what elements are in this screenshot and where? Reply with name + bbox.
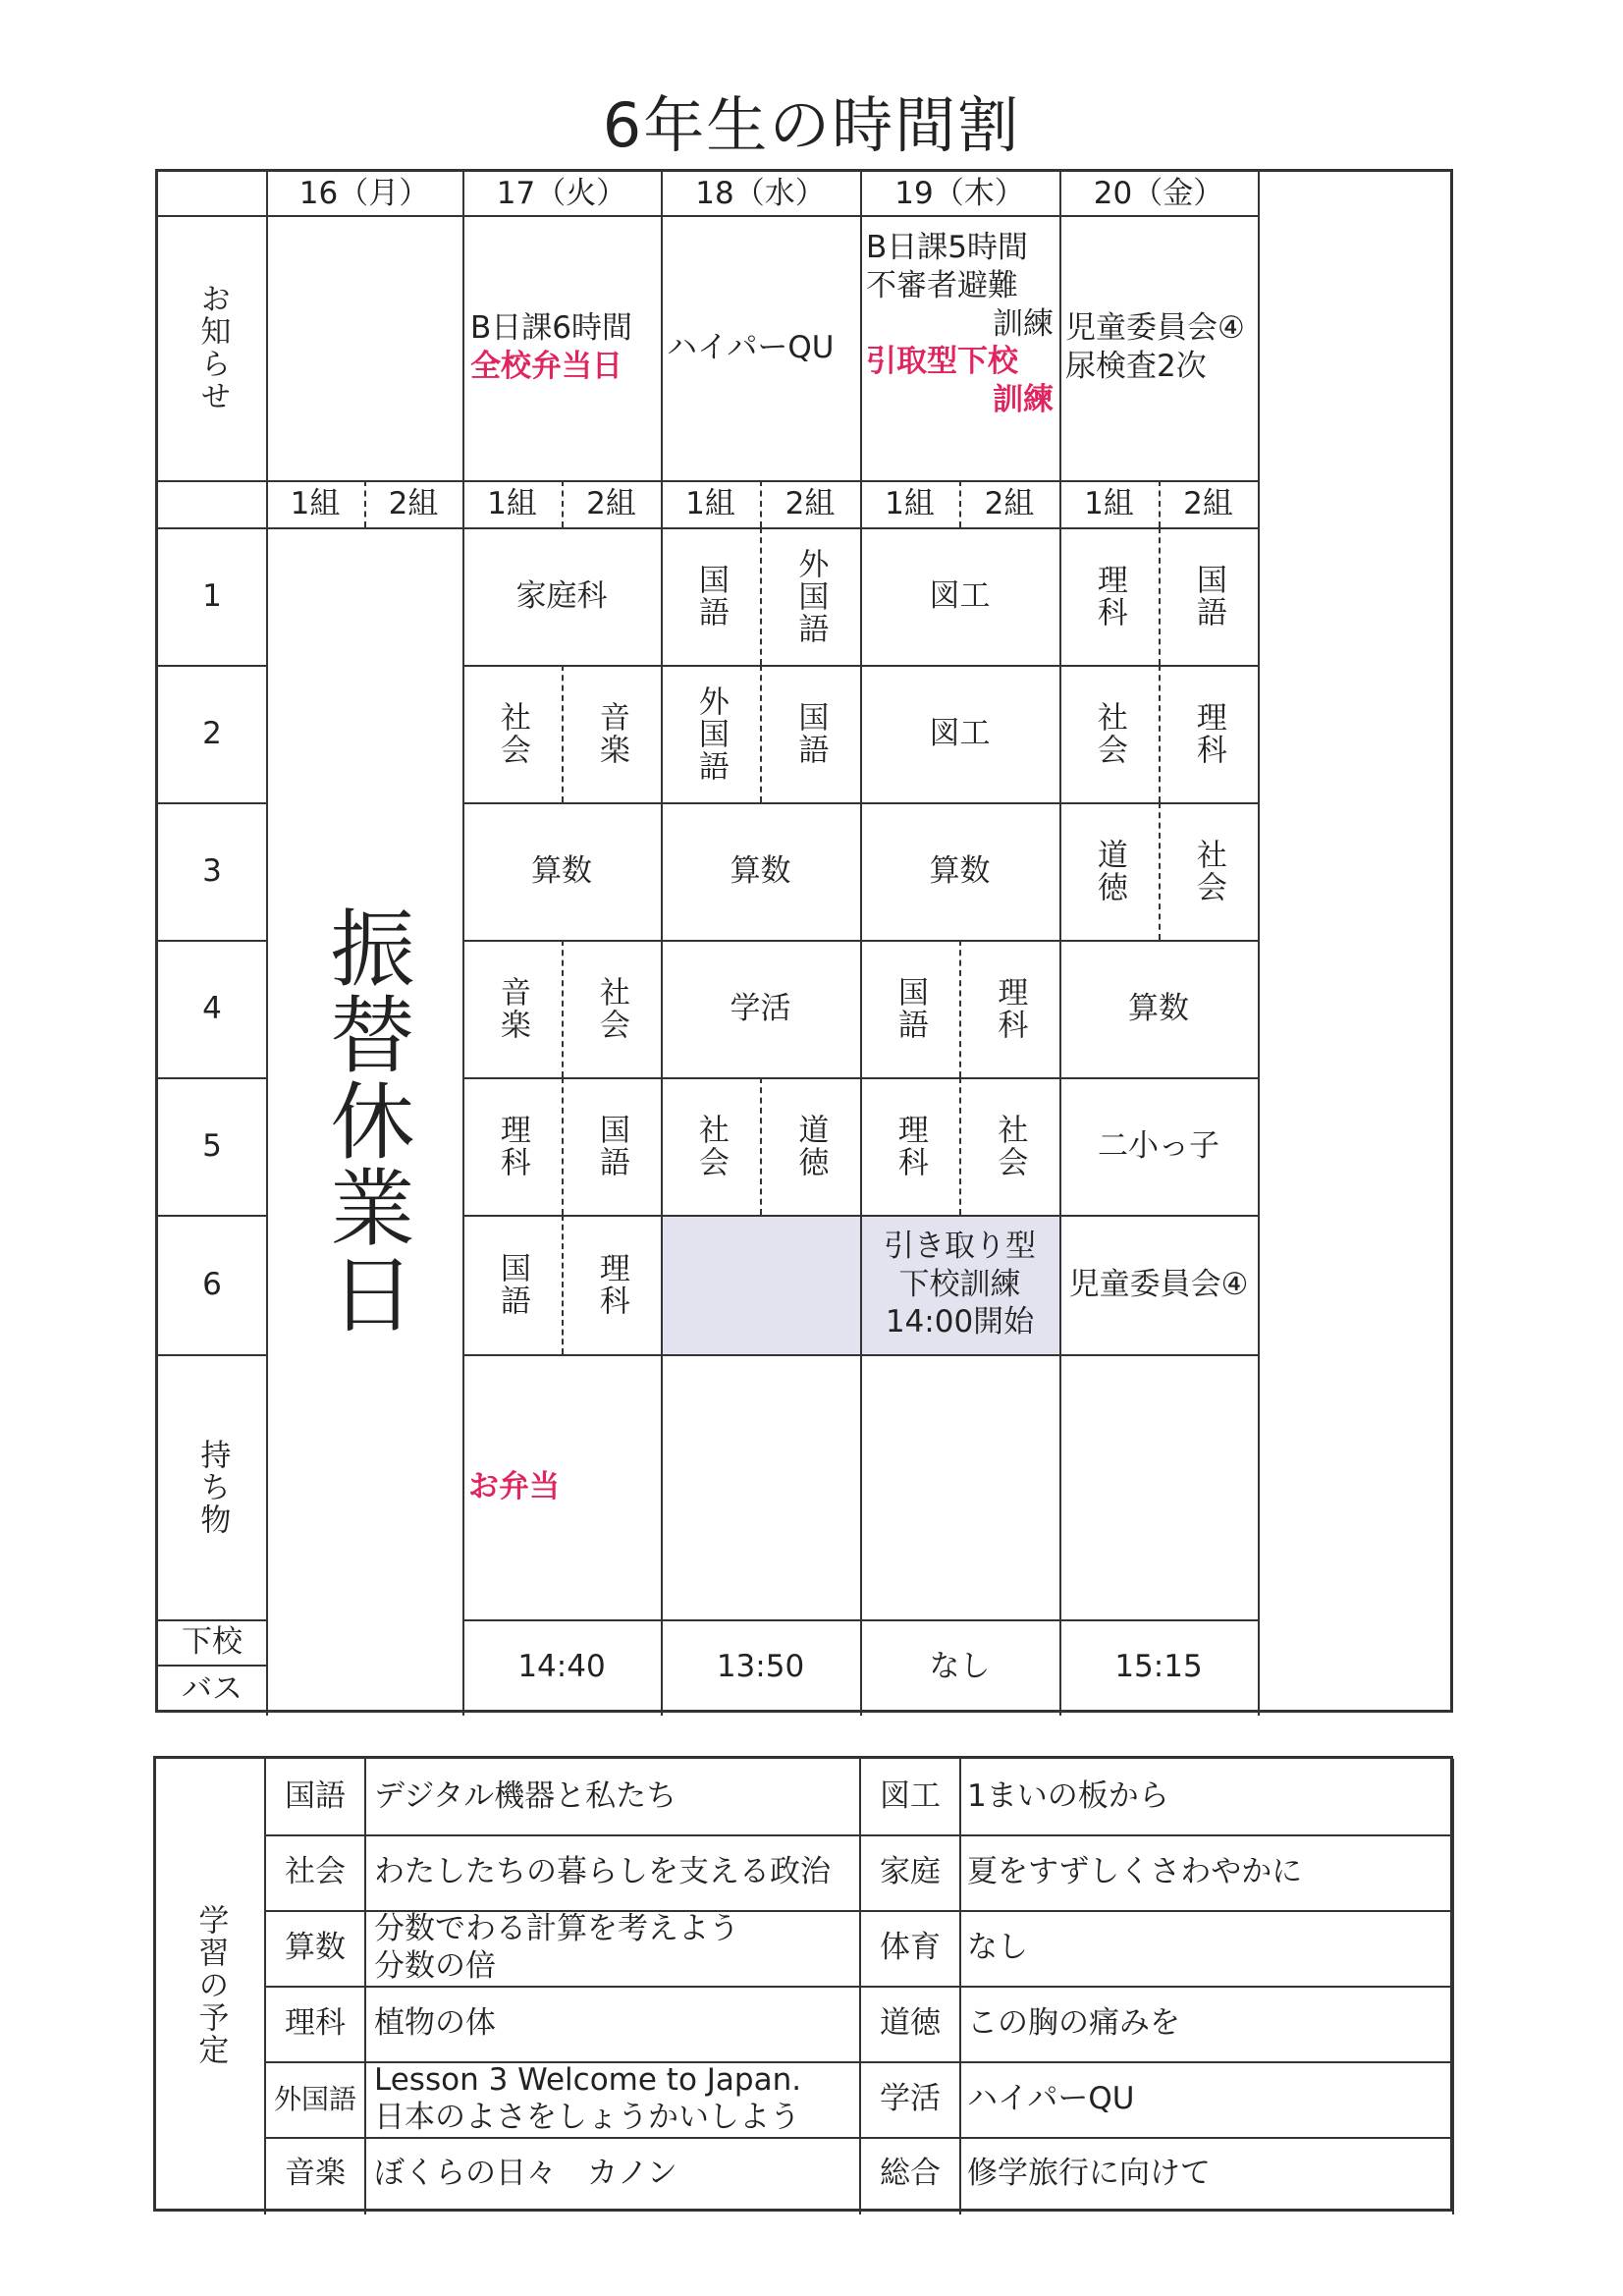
items-label: 持ち物	[194, 1438, 231, 1536]
plan-content: なし	[967, 1929, 1028, 1965]
p3-fri-class1: 道徳	[1091, 839, 1127, 903]
plan-label: 学習の予定	[192, 1903, 229, 2066]
p1-fri-class1: 理科	[1091, 564, 1127, 629]
p2-wed-class1: 外国語	[692, 684, 729, 783]
learning-plan	[153, 1756, 1453, 2212]
day-header-tue: 17（火）	[496, 175, 627, 211]
plan-subject: 総合	[880, 2156, 941, 2192]
p1-tue: 家庭科	[515, 577, 608, 614]
timetable	[155, 169, 1453, 1713]
class-label: 2組	[586, 485, 636, 521]
p4-tue-class2: 社会	[593, 976, 629, 1041]
plan-subject: 音楽	[285, 2156, 346, 2192]
p1-thu: 図工	[929, 577, 991, 614]
plan-subject: 道徳	[880, 2005, 941, 2042]
page-title: 6年生の時間割	[602, 89, 1021, 161]
p5-wed-class2: 道徳	[792, 1114, 829, 1178]
plan-subject: 学活	[880, 2081, 941, 2117]
items-tue: お弁当	[468, 1468, 560, 1504]
notice-thu-line3: 訓練	[993, 305, 1054, 342]
bus-thu: なし	[929, 1648, 991, 1684]
class-label: 1組	[1084, 485, 1134, 521]
plan-subject: 国語	[285, 1778, 346, 1815]
day-header-mon: 16（月）	[298, 175, 430, 211]
p2-fri-class1: 社会	[1091, 701, 1127, 766]
notice-fri-line2: 尿検査2次	[1065, 349, 1207, 384]
notice-fri	[1059, 215, 1258, 480]
class-label: 2組	[388, 485, 439, 521]
plan-content-line2: 分数の倍	[374, 1947, 496, 1984]
p2-tue-class2: 音楽	[593, 701, 629, 766]
period-label-2: 2	[202, 715, 222, 751]
plan-subject: 体育	[880, 1930, 941, 1966]
p5-tue-class2: 国語	[593, 1114, 629, 1178]
p5-tue-class1: 理科	[494, 1114, 530, 1178]
plan-subject: 図工	[880, 1778, 941, 1815]
plan-subject: 家庭	[880, 1854, 941, 1890]
plan-subject: 算数	[285, 1930, 346, 1966]
plan-subject: 社会	[285, 1854, 346, 1890]
p2-fri-class2: 理科	[1190, 701, 1226, 766]
plan-content: 1まいの板から	[967, 1777, 1169, 1814]
p3-tue: 算数	[531, 852, 592, 889]
notice-wed: ハイパーQU	[667, 329, 835, 365]
class-label: 2組	[1183, 485, 1233, 521]
notice-thu-line4: 引取型下校	[866, 344, 1018, 380]
holiday-label: 振替休業日	[315, 904, 414, 1337]
p3-fri-class2: 社会	[1190, 839, 1226, 903]
plan-subject: 外国語	[273, 2083, 356, 2115]
notice-tue-line2: 全校弁当日	[470, 349, 622, 384]
p5-thu-class1: 理科	[892, 1114, 928, 1178]
p4-tue-class1: 音楽	[494, 976, 530, 1041]
p1-fri-class2: 国語	[1190, 564, 1226, 629]
bus-label-bottom: バス	[182, 1670, 243, 1707]
day-header-wed: 18（水）	[695, 175, 826, 211]
p6-fri: 児童委員会④	[1068, 1266, 1249, 1302]
day-header-fri: 20（金）	[1093, 175, 1224, 211]
p3-thu: 算数	[929, 852, 991, 889]
class-label: 1組	[885, 485, 935, 521]
notice-label: お知らせ	[194, 283, 231, 412]
p5-fri: 二小っ子	[1098, 1127, 1219, 1164]
plan-content: 修学旅行に向けて	[967, 2155, 1211, 2191]
period-label-6: 6	[202, 1266, 222, 1302]
bus-wed: 13:50	[716, 1648, 805, 1684]
class-label: 2組	[984, 485, 1035, 521]
period-label-3: 3	[202, 852, 222, 889]
plan-content: この胸の痛みを	[967, 2004, 1180, 2041]
p1-wed-class2: 外国語	[792, 547, 829, 645]
bus-label-top: 下校	[182, 1623, 243, 1660]
p4-thu-class2: 理科	[992, 976, 1028, 1041]
class-label: 1組	[685, 485, 735, 521]
plan-subject: 理科	[285, 2005, 346, 2042]
plan-content	[374, 1910, 859, 1986]
period-label-4: 4	[202, 990, 222, 1026]
p6-tue-class1: 国語	[494, 1252, 530, 1317]
p6-thu-line1: 引き取り型	[884, 1228, 1036, 1264]
plan-content-line1: 分数でわる計算を考えよう	[374, 1911, 739, 1947]
class-label: 2組	[784, 485, 836, 521]
p2-thu: 図工	[929, 715, 991, 751]
day-header-thu: 19（木）	[894, 175, 1025, 211]
class-label: 1組	[290, 485, 341, 521]
p4-fri: 算数	[1128, 990, 1189, 1026]
p6-thu-line2: 下校訓練	[898, 1266, 1021, 1302]
p2-wed-class2: 国語	[792, 701, 829, 766]
notice-thu-line5: 訓練	[993, 382, 1054, 417]
period-label-5: 5	[202, 1127, 222, 1164]
notice-tue	[462, 215, 661, 480]
plan-content-line1: Lesson 3 Welcome to Japan.	[374, 2062, 802, 2099]
plan-content-line2: 日本のよさをしょうかいしよう	[374, 2099, 800, 2135]
plan-content: デジタル機器と私たち	[374, 1777, 677, 1814]
p1-wed-class1: 国語	[692, 564, 729, 629]
p4-wed: 学活	[730, 990, 791, 1026]
period-label-1: 1	[202, 577, 222, 614]
plan-content	[374, 2061, 859, 2137]
class-label: 1組	[487, 485, 537, 521]
bus-fri: 15:15	[1114, 1648, 1203, 1684]
notice-fri-line1: 児童委員会④	[1065, 310, 1245, 347]
plan-content: 植物の体	[374, 2004, 496, 2041]
p6-thu-line3: 14:00開始	[885, 1304, 1035, 1340]
notice-tue-line1: B日課6時間	[470, 310, 632, 347]
plan-content: 夏をすずしくさわやかに	[967, 1853, 1303, 1889]
p5-wed-class1: 社会	[692, 1114, 729, 1178]
p3-wed: 算数	[730, 852, 791, 889]
notice-thu-line2: 不審者避難	[866, 267, 1018, 303]
bus-tue: 14:40	[517, 1648, 606, 1684]
plan-content: ハイパーQU	[967, 2080, 1135, 2116]
p2-tue-class1: 社会	[494, 701, 530, 766]
notice-thu-line1: B日課5時間	[866, 230, 1028, 265]
notice-thu	[860, 229, 1059, 425]
plan-content: わたしたちの暮らしを支える政治	[374, 1853, 831, 1889]
p6-tue-class2: 理科	[593, 1252, 629, 1317]
plan-content: ぼくらの日々 カノン	[374, 2155, 677, 2191]
p5-thu-class2: 社会	[992, 1114, 1028, 1178]
p6-thu	[860, 1215, 1059, 1354]
p4-thu-class1: 国語	[892, 976, 928, 1041]
